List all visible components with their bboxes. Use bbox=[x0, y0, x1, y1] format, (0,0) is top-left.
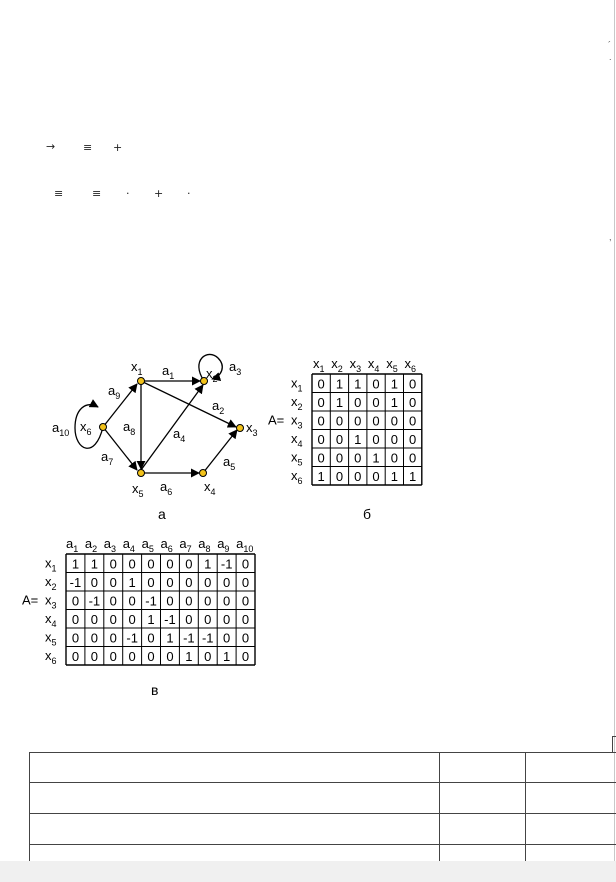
matrix-cell: 0 bbox=[409, 450, 417, 466]
matrix-cell: 1 bbox=[185, 649, 193, 664]
matrix-cell: 0 bbox=[223, 575, 231, 590]
matrix-cell: 1 bbox=[390, 469, 398, 484]
title-block-row bbox=[30, 814, 616, 845]
vertex-label-x1: $x_1$ bbox=[131, 359, 143, 377]
incidence-matrix-figure bbox=[22, 535, 262, 695]
matrix-cell: 0 bbox=[409, 413, 417, 429]
matrix-prefix: A= bbox=[22, 592, 39, 608]
adjacency-matrix-figure bbox=[268, 355, 428, 525]
matrix-cell: 0 bbox=[390, 432, 398, 447]
arc-label-a1: $a_1$ bbox=[162, 363, 175, 381]
title-block-row bbox=[30, 753, 616, 783]
matrix-cell: 0 bbox=[147, 556, 155, 572]
matrix-cell: 1 bbox=[354, 376, 362, 392]
matrix-cell: 0 bbox=[109, 649, 117, 664]
matrix-cell: 0 bbox=[335, 469, 344, 484]
matrix-cell: -1 bbox=[88, 593, 101, 609]
matrix-cell: 0 bbox=[128, 612, 136, 627]
matrix-cell: 0 bbox=[409, 376, 417, 392]
matrix-col-header: $x_4$ bbox=[367, 356, 380, 374]
matrix-cell: 0 bbox=[223, 612, 231, 627]
matrix-col-header: $a_{10}$ bbox=[236, 536, 254, 554]
matrix-col-header: $x_2$ bbox=[331, 356, 343, 374]
matrix-cell: -1 bbox=[164, 612, 176, 627]
matrix-cell: 1 bbox=[128, 575, 136, 590]
vertex-x4 bbox=[200, 470, 207, 477]
matrix-cell: -1 bbox=[69, 575, 82, 590]
title-block bbox=[29, 752, 616, 862]
matrix-cell: 0 bbox=[354, 413, 362, 429]
matrix-col-header: $a_1$ bbox=[66, 536, 79, 554]
matrix-col-header: $a_8$ bbox=[198, 536, 211, 554]
matrix-cell: 0 bbox=[204, 649, 212, 664]
vertex-label-x4: $x_4$ bbox=[204, 479, 216, 497]
margin-mark: , bbox=[609, 232, 612, 242]
matrix-row-header: $x_5$ bbox=[45, 629, 57, 648]
matrix-col-header: $a_4$ bbox=[122, 536, 135, 554]
matrix-cell: 0 bbox=[90, 575, 98, 590]
formula-symbol: + bbox=[113, 141, 123, 154]
matrix-cell: 0 bbox=[90, 612, 98, 627]
matrix-cell: 0 bbox=[71, 630, 80, 646]
margin-mark: . bbox=[609, 52, 612, 62]
matrix-cell: 0 bbox=[409, 432, 417, 447]
matrix-cell: -1 bbox=[220, 556, 233, 572]
matrix-cell: 0 bbox=[147, 649, 155, 664]
formula-symbol: → bbox=[46, 140, 56, 153]
matrix-cell: 0 bbox=[372, 432, 380, 447]
arc-label-a9: $a_9$ bbox=[108, 383, 121, 401]
matrix-cell: 0 bbox=[204, 612, 212, 627]
arc-label-a2: $a_2$ bbox=[212, 398, 225, 416]
matrix-cell: 0 bbox=[317, 432, 325, 447]
arc-label-a6: $a_6$ bbox=[160, 479, 173, 497]
matrix-col-header: $x_1$ bbox=[313, 356, 325, 374]
matrix-cell: 0 bbox=[166, 593, 174, 609]
matrix-cell: -1 bbox=[201, 630, 214, 646]
matrix-cell: 0 bbox=[71, 612, 80, 627]
arc-label-a4: $a_4$ bbox=[173, 426, 186, 444]
matrix-cell: 0 bbox=[204, 593, 212, 609]
matrix-cell: 1 bbox=[166, 630, 174, 646]
matrix-row-header: $x_6$ bbox=[291, 468, 303, 486]
matrix-row-header: $x_2$ bbox=[45, 574, 57, 592]
matrix-cell: 0 bbox=[335, 450, 344, 466]
matrix-row-header: $x_1$ bbox=[291, 375, 303, 394]
matrix-cell: 0 bbox=[335, 413, 344, 429]
matrix-cell: 0 bbox=[185, 575, 193, 590]
matrix-cell: 1 bbox=[335, 395, 344, 410]
matrix-cell: 0 bbox=[128, 649, 136, 664]
matrix-cell: 0 bbox=[354, 450, 362, 466]
formula-symbol: · bbox=[187, 187, 191, 200]
matrix-cell: 0 bbox=[317, 450, 325, 466]
matrix-cell: 0 bbox=[166, 556, 174, 572]
matrix-cell: 0 bbox=[241, 593, 250, 609]
figure-caption: в bbox=[151, 682, 159, 695]
title-block-row bbox=[30, 783, 616, 814]
matrix-cell: 0 bbox=[185, 556, 193, 572]
matrix-cell: 0 bbox=[185, 593, 193, 609]
figure-caption: б bbox=[363, 506, 372, 522]
matrix-cell: 0 bbox=[335, 432, 344, 447]
matrix-cell: 0 bbox=[128, 593, 136, 609]
matrix-cell: 0 bbox=[372, 469, 380, 484]
matrix-cell: 0 bbox=[390, 413, 398, 429]
matrix-cell: -1 bbox=[183, 630, 195, 646]
matrix-cell: 1 bbox=[204, 556, 212, 572]
vertex-x3 bbox=[237, 425, 244, 432]
vertex-label-x2: $x_2$ bbox=[206, 366, 218, 384]
bottom-bar bbox=[0, 861, 616, 882]
matrix-cell: 0 bbox=[204, 575, 212, 590]
matrix-cell: 0 bbox=[109, 630, 117, 646]
vertex-label-x5: $x_5$ bbox=[132, 481, 144, 499]
matrix-row-header: $x_2$ bbox=[291, 394, 303, 412]
matrix-cell: -1 bbox=[145, 593, 157, 609]
matrix-cell: 0 bbox=[241, 612, 250, 627]
matrix-cell: 0 bbox=[354, 395, 362, 410]
matrix-cell: 0 bbox=[109, 593, 117, 609]
matrix-col-header: $x_5$ bbox=[386, 356, 398, 374]
margin-mark: ´ bbox=[608, 40, 611, 50]
matrix-cell: 0 bbox=[223, 593, 231, 609]
figure-caption-a: а bbox=[158, 506, 166, 522]
matrix-cell: 0 bbox=[147, 575, 155, 590]
matrix-cell: 1 bbox=[335, 376, 344, 392]
matrix-cell: 0 bbox=[241, 630, 250, 646]
matrix-cell: 0 bbox=[317, 376, 325, 392]
formula-symbol: · bbox=[126, 187, 130, 200]
title-block-divider bbox=[439, 753, 440, 861]
matrix-row-header: $x_1$ bbox=[45, 555, 57, 574]
matrix-cell: 0 bbox=[185, 612, 193, 627]
arc-label-a8: $a_8$ bbox=[123, 419, 136, 437]
arc-label-a3: $a_3$ bbox=[229, 359, 242, 377]
matrix-col-header: $a_5$ bbox=[141, 536, 154, 554]
matrix-cell: 0 bbox=[317, 413, 325, 429]
matrix-cell: -1 bbox=[126, 630, 138, 646]
matrix-cell: 0 bbox=[409, 395, 417, 410]
frame-corner bbox=[612, 736, 616, 753]
matrix-cell: 1 bbox=[223, 649, 231, 664]
arc-label-a10: $a_{10}$ bbox=[52, 420, 70, 438]
matrix-cell: 0 bbox=[90, 649, 98, 664]
matrix-col-header: $x_6$ bbox=[404, 356, 417, 374]
matrix-cell: 0 bbox=[109, 575, 117, 590]
matrix-col-header: $a_9$ bbox=[217, 536, 230, 554]
matrix-cell: 0 bbox=[166, 575, 174, 590]
matrix-col-header: $a_6$ bbox=[160, 536, 173, 554]
matrix-col-header: $a_3$ bbox=[103, 536, 117, 554]
matrix-prefix: A= bbox=[268, 412, 285, 428]
matrix-cell: 0 bbox=[166, 649, 174, 664]
matrix-cell: 1 bbox=[147, 612, 155, 627]
matrix-row-header: $x_3$ bbox=[45, 592, 57, 611]
matrix-cell: 0 bbox=[128, 556, 136, 572]
title-block-divider bbox=[525, 753, 526, 861]
matrix-cell: 0 bbox=[372, 395, 380, 410]
matrix-cell: 0 bbox=[71, 593, 80, 609]
matrix-row-header: $x_4$ bbox=[291, 431, 303, 449]
matrix-cell: 0 bbox=[241, 649, 250, 664]
matrix-row-header: $x_4$ bbox=[45, 611, 57, 629]
matrix-cell: 1 bbox=[317, 469, 325, 484]
vertex-x5 bbox=[138, 470, 145, 477]
matrix-cell: 0 bbox=[147, 630, 155, 646]
matrix-row-header: $x_6$ bbox=[45, 648, 57, 666]
matrix-cell: 0 bbox=[241, 556, 250, 572]
matrix-cell: 0 bbox=[390, 450, 398, 466]
matrix-cell: 0 bbox=[90, 630, 98, 646]
matrix-cell: 1 bbox=[354, 432, 362, 447]
vertex-x1 bbox=[138, 378, 145, 385]
matrix-cell: 0 bbox=[372, 376, 380, 392]
matrix-cell: 0 bbox=[372, 413, 380, 429]
arc-label-a7: $a_7$ bbox=[101, 449, 114, 467]
matrix-cell: 1 bbox=[71, 556, 80, 572]
matrix-cell: 0 bbox=[354, 469, 362, 484]
matrix-cell: 0 bbox=[223, 630, 231, 646]
matrix-cell: 0 bbox=[317, 395, 325, 410]
matrix-cell: 0 bbox=[241, 575, 250, 590]
matrix-cell: 0 bbox=[109, 556, 117, 572]
matrix-col-header: $x_3$ bbox=[349, 356, 362, 374]
matrix-cell: 1 bbox=[390, 376, 398, 392]
matrix-cell: 1 bbox=[409, 469, 417, 484]
vertex-x6 bbox=[100, 424, 107, 431]
formula-symbol: ≡ bbox=[54, 187, 64, 200]
formula-symbol: + bbox=[154, 187, 164, 200]
matrix-row-header: $x_3$ bbox=[291, 412, 303, 431]
matrix-cell: 0 bbox=[71, 649, 80, 664]
matrix-cell: 1 bbox=[390, 395, 398, 410]
arc-label-a5: $a_5$ bbox=[223, 454, 236, 472]
arc-a4 bbox=[141, 385, 203, 470]
matrix-col-header: $a_2$ bbox=[84, 536, 98, 554]
matrix-cell: 0 bbox=[109, 612, 117, 627]
matrix-row-header: $x_5$ bbox=[291, 449, 303, 468]
formula-symbol: ≡ bbox=[92, 187, 102, 200]
formula-symbol: ≡ bbox=[83, 141, 93, 154]
vertex-label-x3: $x_3$ bbox=[246, 420, 258, 438]
matrix-cell: 1 bbox=[372, 450, 380, 466]
vertex-label-x6: $x_6$ bbox=[80, 419, 92, 437]
matrix-cell: 1 bbox=[90, 556, 98, 572]
matrix-col-header: $a_7$ bbox=[179, 536, 192, 554]
